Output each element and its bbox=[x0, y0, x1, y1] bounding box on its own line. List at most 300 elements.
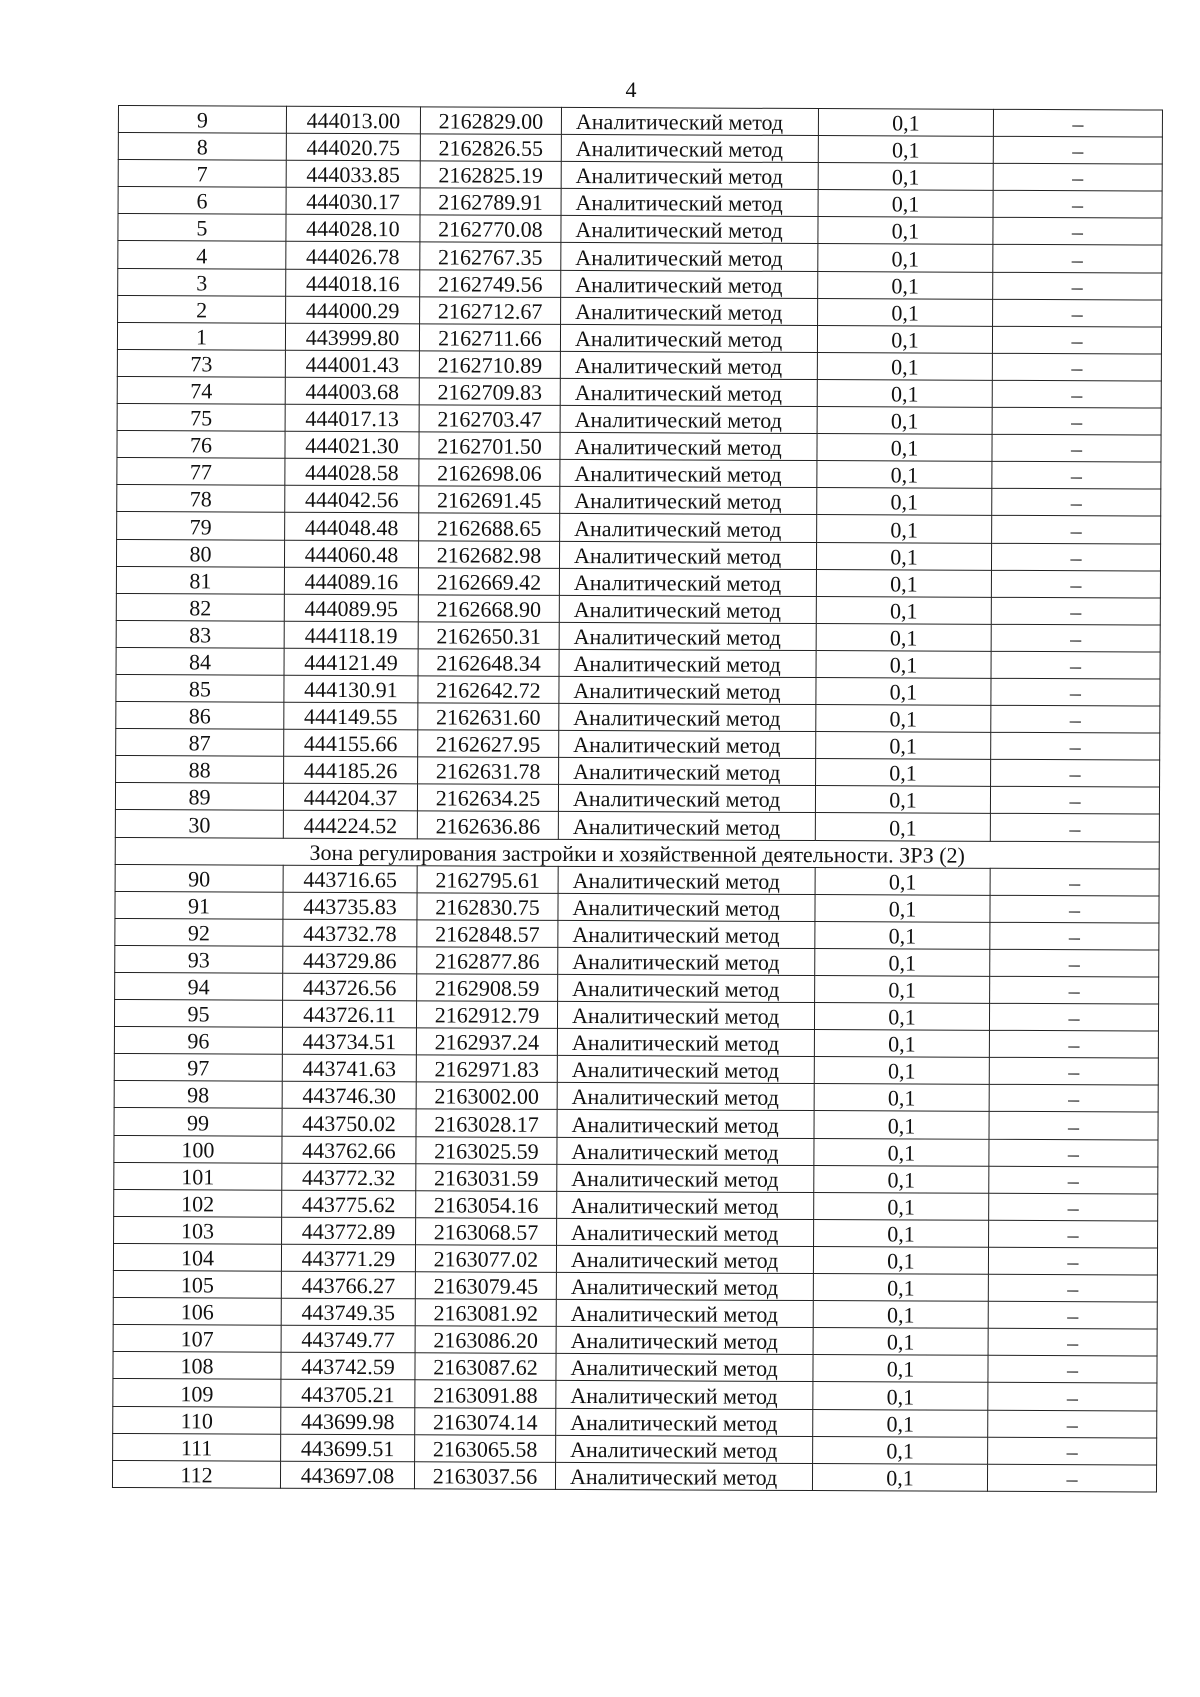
x-coordinate-cell: 443726.11 bbox=[282, 1000, 416, 1028]
y-coordinate-cell: 2163091.88 bbox=[415, 1380, 556, 1408]
description-cell: – bbox=[988, 1247, 1157, 1275]
accuracy-cell: 0,1 bbox=[817, 352, 992, 380]
description-cell: – bbox=[987, 1464, 1156, 1492]
method-cell: Аналитический метод bbox=[557, 1191, 814, 1219]
description-cell: – bbox=[993, 109, 1162, 137]
point-number-cell: 110 bbox=[113, 1406, 281, 1434]
y-coordinate-cell: 2162631.60 bbox=[418, 703, 559, 731]
method-cell: Аналитический метод bbox=[560, 378, 817, 406]
accuracy-cell: 0,1 bbox=[812, 1463, 987, 1491]
point-number-cell: 107 bbox=[113, 1325, 281, 1353]
x-coordinate-cell: 443772.32 bbox=[282, 1163, 416, 1191]
description-cell: – bbox=[988, 1383, 1157, 1411]
y-coordinate-cell: 2162789.91 bbox=[420, 188, 561, 216]
description-cell: – bbox=[988, 1356, 1157, 1384]
y-coordinate-cell: 2162711.66 bbox=[419, 324, 560, 352]
accuracy-cell: 0,1 bbox=[817, 488, 992, 516]
x-coordinate-cell: 443746.30 bbox=[282, 1082, 416, 1110]
description-cell: – bbox=[991, 597, 1160, 625]
accuracy-cell: 0,1 bbox=[814, 1030, 989, 1058]
table-row bbox=[112, 1460, 1156, 1492]
description-cell: – bbox=[988, 1274, 1157, 1302]
accuracy-cell: 0,1 bbox=[817, 325, 992, 353]
method-cell: Аналитический метод bbox=[558, 947, 815, 975]
y-coordinate-cell: 2162877.86 bbox=[417, 947, 558, 975]
accuracy-cell: 0,1 bbox=[818, 271, 993, 299]
method-cell: Аналитический метод bbox=[555, 1462, 812, 1490]
method-cell: Аналитический метод bbox=[559, 758, 816, 786]
point-number-cell: 98 bbox=[114, 1081, 282, 1109]
point-number-cell: 100 bbox=[114, 1135, 282, 1163]
point-number-cell: 5 bbox=[118, 214, 286, 242]
method-cell: Аналитический метод bbox=[558, 893, 815, 921]
point-number-cell: 80 bbox=[116, 539, 284, 567]
description-cell: – bbox=[990, 787, 1159, 815]
x-coordinate-cell: 444089.95 bbox=[284, 594, 418, 622]
accuracy-cell: 0,1 bbox=[818, 190, 993, 218]
accuracy-cell: 0,1 bbox=[814, 1003, 989, 1031]
point-number-cell: 79 bbox=[117, 512, 285, 540]
description-cell: – bbox=[989, 1193, 1158, 1221]
accuracy-cell: 0,1 bbox=[815, 948, 990, 976]
point-number-cell: 81 bbox=[116, 566, 284, 594]
accuracy-cell: 0,1 bbox=[818, 136, 993, 164]
accuracy-cell: 0,1 bbox=[815, 976, 990, 1004]
accuracy-cell: 0,1 bbox=[813, 1246, 988, 1274]
method-cell: Аналитический метод bbox=[556, 1354, 813, 1382]
method-cell: Аналитический метод bbox=[557, 1002, 814, 1030]
description-cell: – bbox=[993, 136, 1162, 164]
y-coordinate-cell: 2163077.02 bbox=[415, 1245, 556, 1273]
point-number-cell: 6 bbox=[118, 187, 286, 215]
x-coordinate-cell: 443734.51 bbox=[282, 1027, 416, 1055]
description-cell: – bbox=[989, 1220, 1158, 1248]
y-coordinate-cell: 2162908.59 bbox=[417, 974, 558, 1002]
y-coordinate-cell: 2162709.83 bbox=[419, 378, 560, 406]
method-cell: Аналитический метод bbox=[556, 1435, 813, 1463]
x-coordinate-cell: 444118.19 bbox=[284, 621, 418, 649]
y-coordinate-cell: 2163086.20 bbox=[415, 1326, 556, 1354]
point-number-cell: 3 bbox=[118, 268, 286, 296]
point-number-cell: 82 bbox=[116, 593, 284, 621]
accuracy-cell: 0,1 bbox=[814, 1057, 989, 1085]
accuracy-cell: 0,1 bbox=[817, 515, 992, 543]
description-cell: – bbox=[991, 624, 1160, 652]
x-coordinate-cell: 443775.62 bbox=[282, 1190, 416, 1218]
accuracy-cell: 0,1 bbox=[814, 1219, 989, 1247]
x-coordinate-cell: 444017.13 bbox=[285, 404, 419, 432]
point-number-cell: 8 bbox=[118, 133, 286, 161]
method-cell: Аналитический метод bbox=[558, 812, 815, 840]
description-cell: – bbox=[993, 245, 1162, 273]
point-number-cell: 30 bbox=[115, 810, 283, 838]
point-number-cell: 74 bbox=[117, 376, 285, 404]
y-coordinate-cell: 2163028.17 bbox=[416, 1109, 557, 1137]
method-cell: Аналитический метод bbox=[561, 297, 818, 325]
point-number-cell: 78 bbox=[117, 485, 285, 513]
accuracy-cell: 0,1 bbox=[814, 1165, 989, 1193]
x-coordinate-cell: 444028.10 bbox=[286, 215, 420, 243]
y-coordinate-cell: 2162668.90 bbox=[418, 595, 559, 623]
accuracy-cell: 0,1 bbox=[813, 1301, 988, 1329]
description-cell: – bbox=[990, 976, 1159, 1004]
x-coordinate-cell: 444089.16 bbox=[284, 567, 418, 595]
point-number-cell: 97 bbox=[114, 1054, 282, 1082]
method-cell: Аналитический метод bbox=[558, 974, 815, 1002]
description-cell: – bbox=[990, 895, 1159, 923]
method-cell: Аналитический метод bbox=[561, 189, 818, 217]
y-coordinate-cell: 2163054.16 bbox=[416, 1191, 557, 1219]
accuracy-cell: 0,1 bbox=[814, 1111, 989, 1139]
coordinates-table bbox=[112, 105, 1163, 1492]
point-number-cell: 77 bbox=[117, 458, 285, 486]
description-cell: – bbox=[993, 218, 1162, 246]
description-cell: – bbox=[989, 1139, 1158, 1167]
accuracy-cell: 0,1 bbox=[814, 1192, 989, 1220]
method-cell: Аналитический метод bbox=[558, 920, 815, 948]
method-cell: Аналитический метод bbox=[561, 216, 818, 244]
y-coordinate-cell: 2162701.50 bbox=[419, 432, 560, 460]
description-cell: – bbox=[988, 1410, 1157, 1438]
coordinates-table-body bbox=[112, 106, 1162, 1492]
x-coordinate-cell: 444026.78 bbox=[286, 242, 420, 270]
accuracy-cell: 0,1 bbox=[816, 542, 991, 570]
x-coordinate-cell: 444020.75 bbox=[286, 133, 420, 161]
point-number-cell: 94 bbox=[115, 972, 283, 1000]
accuracy-cell: 0,1 bbox=[815, 813, 990, 841]
point-number-cell: 103 bbox=[114, 1216, 282, 1244]
x-coordinate-cell: 443699.98 bbox=[281, 1407, 415, 1435]
x-coordinate-cell: 444185.26 bbox=[284, 756, 418, 784]
accuracy-cell: 0,1 bbox=[813, 1274, 988, 1302]
description-cell: – bbox=[988, 1329, 1157, 1357]
description-cell: – bbox=[989, 1112, 1158, 1140]
x-coordinate-cell: 444003.68 bbox=[285, 377, 419, 405]
y-coordinate-cell: 2163031.59 bbox=[416, 1163, 557, 1191]
accuracy-cell: 0,1 bbox=[816, 596, 991, 624]
point-number-cell: 89 bbox=[115, 783, 283, 811]
description-cell: – bbox=[992, 380, 1161, 408]
accuracy-cell: 0,1 bbox=[818, 244, 993, 272]
method-cell: Аналитический метод bbox=[559, 649, 816, 677]
point-number-cell: 111 bbox=[113, 1433, 281, 1461]
point-number-cell: 91 bbox=[115, 891, 283, 919]
accuracy-cell: 0,1 bbox=[814, 1084, 989, 1112]
accuracy-cell: 0,1 bbox=[815, 921, 990, 949]
accuracy-cell: 0,1 bbox=[817, 379, 992, 407]
point-number-cell: 93 bbox=[115, 945, 283, 973]
x-coordinate-cell: 444060.48 bbox=[284, 540, 418, 568]
y-coordinate-cell: 2162703.47 bbox=[419, 405, 560, 433]
method-cell: Аналитический метод bbox=[559, 676, 816, 704]
method-cell: Аналитический метод bbox=[558, 785, 815, 813]
x-coordinate-cell: 443762.66 bbox=[282, 1136, 416, 1164]
method-cell: Аналитический метод bbox=[557, 1164, 814, 1192]
y-coordinate-cell: 2162631.78 bbox=[418, 757, 559, 785]
method-cell: Аналитический метод bbox=[561, 162, 818, 190]
point-number-cell: 84 bbox=[116, 647, 284, 675]
method-cell: Аналитический метод bbox=[556, 1300, 813, 1328]
method-cell: Аналитический метод bbox=[560, 514, 817, 542]
y-coordinate-cell: 2162688.65 bbox=[419, 513, 560, 541]
x-coordinate-cell: 443741.63 bbox=[282, 1055, 416, 1083]
description-cell: – bbox=[991, 543, 1160, 571]
x-coordinate-cell: 443750.02 bbox=[282, 1109, 416, 1137]
method-cell: Аналитический метод bbox=[560, 324, 817, 352]
x-coordinate-cell: 444155.66 bbox=[284, 729, 418, 757]
description-cell: – bbox=[990, 922, 1159, 950]
x-coordinate-cell: 443726.56 bbox=[283, 973, 417, 1001]
accuracy-cell: 0,1 bbox=[816, 705, 991, 733]
method-cell: Аналитический метод bbox=[557, 1110, 814, 1138]
method-cell: Аналитический метод bbox=[556, 1327, 813, 1355]
x-coordinate-cell: 443999.80 bbox=[285, 323, 419, 351]
x-coordinate-cell: 444000.29 bbox=[286, 296, 420, 324]
y-coordinate-cell: 2162971.83 bbox=[416, 1055, 557, 1083]
description-cell: – bbox=[993, 299, 1162, 327]
description-cell: – bbox=[990, 949, 1159, 977]
method-cell: Аналитический метод bbox=[557, 1218, 814, 1246]
point-number-cell: 85 bbox=[116, 674, 284, 702]
section-title: Зона регулирования застройки и хозяйственной деятельности. ЗРЗ (2) bbox=[115, 837, 1159, 869]
accuracy-cell: 0,1 bbox=[815, 894, 990, 922]
point-number-cell: 76 bbox=[117, 431, 285, 459]
x-coordinate-cell: 444013.00 bbox=[286, 106, 420, 134]
description-cell: – bbox=[992, 326, 1161, 354]
description-cell: – bbox=[992, 462, 1161, 490]
x-coordinate-cell: 444130.91 bbox=[284, 675, 418, 703]
point-number-cell: 1 bbox=[117, 322, 285, 350]
point-number-cell: 86 bbox=[116, 702, 284, 730]
method-cell: Аналитический метод bbox=[560, 405, 817, 433]
point-number-cell: 112 bbox=[112, 1460, 280, 1488]
method-cell: Аналитический метод bbox=[561, 270, 818, 298]
description-cell: – bbox=[988, 1437, 1157, 1465]
point-number-cell: 75 bbox=[117, 404, 285, 432]
y-coordinate-cell: 2162825.19 bbox=[420, 161, 561, 189]
description-cell: – bbox=[991, 570, 1160, 598]
page-number: 4 bbox=[625, 77, 637, 102]
x-coordinate-cell: 444048.48 bbox=[285, 513, 419, 541]
y-coordinate-cell: 2163065.58 bbox=[415, 1434, 556, 1462]
method-cell: Аналитический метод bbox=[560, 487, 817, 515]
y-coordinate-cell: 2162937.24 bbox=[416, 1028, 557, 1056]
accuracy-cell: 0,1 bbox=[817, 434, 992, 462]
accuracy-cell: 0,1 bbox=[813, 1409, 988, 1437]
point-number-cell: 4 bbox=[118, 241, 286, 269]
description-cell: – bbox=[989, 1058, 1158, 1086]
x-coordinate-cell: 444042.56 bbox=[285, 486, 419, 514]
method-cell: Аналитический метод bbox=[559, 731, 816, 759]
description-cell: – bbox=[992, 407, 1161, 435]
description-cell: – bbox=[991, 651, 1160, 679]
x-coordinate-cell: 444224.52 bbox=[283, 811, 417, 839]
y-coordinate-cell: 2162627.95 bbox=[418, 730, 559, 758]
x-coordinate-cell: 444021.30 bbox=[285, 431, 419, 459]
y-coordinate-cell: 2162749.56 bbox=[420, 269, 561, 297]
point-number-cell: 83 bbox=[116, 620, 284, 648]
x-coordinate-cell: 444121.49 bbox=[284, 648, 418, 676]
y-coordinate-cell: 2163087.62 bbox=[415, 1353, 556, 1381]
x-coordinate-cell: 443732.78 bbox=[283, 919, 417, 947]
accuracy-cell: 0,1 bbox=[813, 1328, 988, 1356]
x-coordinate-cell: 443699.51 bbox=[281, 1434, 415, 1462]
y-coordinate-cell: 2162826.55 bbox=[420, 134, 561, 162]
description-cell: – bbox=[992, 516, 1161, 544]
point-number-cell: 2 bbox=[118, 295, 286, 323]
description-cell: – bbox=[993, 164, 1162, 192]
x-coordinate-cell: 444204.37 bbox=[283, 784, 417, 812]
x-coordinate-cell: 443697.08 bbox=[280, 1461, 414, 1489]
y-coordinate-cell: 2163025.59 bbox=[416, 1136, 557, 1164]
description-cell: – bbox=[991, 760, 1160, 788]
x-coordinate-cell: 443766.27 bbox=[281, 1271, 415, 1299]
point-number-cell: 102 bbox=[114, 1189, 282, 1217]
method-cell: Аналитический метод bbox=[556, 1381, 813, 1409]
description-cell: – bbox=[990, 814, 1159, 842]
description-cell: – bbox=[990, 868, 1159, 896]
method-cell: Аналитический метод bbox=[560, 433, 817, 461]
method-cell: Аналитический метод bbox=[561, 243, 818, 271]
point-number-cell: 88 bbox=[116, 756, 284, 784]
description-cell: – bbox=[989, 1030, 1158, 1058]
method-cell: Аналитический метод bbox=[559, 595, 816, 623]
accuracy-cell: 0,1 bbox=[816, 623, 991, 651]
x-coordinate-cell: 443742.59 bbox=[281, 1353, 415, 1381]
method-cell: Аналитический метод bbox=[561, 107, 818, 135]
point-number-cell: 92 bbox=[115, 918, 283, 946]
accuracy-cell: 0,1 bbox=[815, 786, 990, 814]
accuracy-cell: 0,1 bbox=[816, 650, 991, 678]
x-coordinate-cell: 444018.16 bbox=[286, 269, 420, 297]
y-coordinate-cell: 2162830.75 bbox=[417, 893, 558, 921]
accuracy-cell: 0,1 bbox=[816, 569, 991, 597]
accuracy-cell: 0,1 bbox=[813, 1382, 988, 1410]
x-coordinate-cell: 444001.43 bbox=[285, 350, 419, 378]
y-coordinate-cell: 2162698.06 bbox=[419, 459, 560, 487]
point-number-cell: 96 bbox=[114, 1027, 282, 1055]
x-coordinate-cell: 443735.83 bbox=[283, 892, 417, 920]
accuracy-cell: 0,1 bbox=[818, 298, 993, 326]
y-coordinate-cell: 2162650.31 bbox=[418, 622, 559, 650]
point-number-cell: 104 bbox=[113, 1243, 281, 1271]
y-coordinate-cell: 2162648.34 bbox=[418, 649, 559, 677]
description-cell: – bbox=[991, 732, 1160, 760]
point-number-cell: 106 bbox=[113, 1298, 281, 1326]
method-cell: Аналитический метод bbox=[559, 568, 816, 596]
method-cell: Аналитический метод bbox=[559, 703, 816, 731]
description-cell: – bbox=[992, 489, 1161, 517]
y-coordinate-cell: 2162634.25 bbox=[417, 784, 558, 812]
description-cell: – bbox=[993, 272, 1162, 300]
point-number-cell: 99 bbox=[114, 1108, 282, 1136]
description-cell: – bbox=[988, 1301, 1157, 1329]
description-cell: – bbox=[989, 1085, 1158, 1113]
accuracy-cell: 0,1 bbox=[813, 1436, 988, 1464]
accuracy-cell: 0,1 bbox=[818, 217, 993, 245]
accuracy-cell: 0,1 bbox=[813, 1355, 988, 1383]
x-coordinate-cell: 443772.89 bbox=[282, 1217, 416, 1245]
x-coordinate-cell: 444028.58 bbox=[285, 458, 419, 486]
accuracy-cell: 0,1 bbox=[817, 407, 992, 435]
method-cell: Аналитический метод bbox=[556, 1272, 813, 1300]
accuracy-cell: 0,1 bbox=[818, 163, 993, 191]
description-cell: – bbox=[991, 678, 1160, 706]
y-coordinate-cell: 2162712.67 bbox=[420, 296, 561, 324]
method-cell: Аналитический метод bbox=[560, 351, 817, 379]
x-coordinate-cell: 443749.77 bbox=[281, 1325, 415, 1353]
method-cell: Аналитический метод bbox=[560, 460, 817, 488]
accuracy-cell: 0,1 bbox=[818, 109, 993, 137]
y-coordinate-cell: 2162829.00 bbox=[420, 107, 561, 135]
accuracy-cell: 0,1 bbox=[815, 867, 990, 895]
y-coordinate-cell: 2162636.86 bbox=[417, 811, 558, 839]
y-coordinate-cell: 2163081.92 bbox=[415, 1299, 556, 1327]
x-coordinate-cell: 444030.17 bbox=[286, 188, 420, 216]
y-coordinate-cell: 2162682.98 bbox=[418, 540, 559, 568]
method-cell: Аналитический метод bbox=[561, 135, 818, 163]
point-number-cell: 95 bbox=[114, 1000, 282, 1028]
accuracy-cell: 0,1 bbox=[816, 678, 991, 706]
x-coordinate-cell: 443771.29 bbox=[281, 1244, 415, 1272]
description-cell: – bbox=[992, 353, 1161, 381]
method-cell: Аналитический метод bbox=[556, 1245, 813, 1273]
y-coordinate-cell: 2163074.14 bbox=[415, 1407, 556, 1435]
y-coordinate-cell: 2162691.45 bbox=[419, 486, 560, 514]
x-coordinate-cell: 443716.65 bbox=[283, 865, 417, 893]
point-number-cell: 109 bbox=[113, 1379, 281, 1407]
y-coordinate-cell: 2163079.45 bbox=[415, 1272, 556, 1300]
y-coordinate-cell: 2162795.61 bbox=[417, 865, 558, 893]
x-coordinate-cell: 444033.85 bbox=[286, 160, 420, 188]
method-cell: Аналитический метод bbox=[559, 622, 816, 650]
accuracy-cell: 0,1 bbox=[816, 732, 991, 760]
point-number-cell: 9 bbox=[118, 106, 286, 134]
accuracy-cell: 0,1 bbox=[814, 1138, 989, 1166]
x-coordinate-cell: 443749.35 bbox=[281, 1298, 415, 1326]
point-number-cell: 101 bbox=[114, 1162, 282, 1190]
point-number-cell: 108 bbox=[113, 1352, 281, 1380]
description-cell: – bbox=[991, 705, 1160, 733]
method-cell: Аналитический метод bbox=[557, 1029, 814, 1057]
method-cell: Аналитический метод bbox=[557, 1137, 814, 1165]
y-coordinate-cell: 2162848.57 bbox=[417, 920, 558, 948]
point-number-cell: 73 bbox=[117, 349, 285, 377]
point-number-cell: 90 bbox=[115, 864, 283, 892]
method-cell: Аналитический метод bbox=[558, 866, 815, 894]
method-cell: Аналитический метод bbox=[557, 1083, 814, 1111]
x-coordinate-cell: 444149.55 bbox=[284, 702, 418, 730]
y-coordinate-cell: 2162770.08 bbox=[420, 215, 561, 243]
y-coordinate-cell: 2163002.00 bbox=[416, 1082, 557, 1110]
y-coordinate-cell: 2163037.56 bbox=[414, 1461, 555, 1489]
description-cell: – bbox=[993, 191, 1162, 219]
point-number-cell: 7 bbox=[118, 160, 286, 188]
description-cell: – bbox=[989, 1166, 1158, 1194]
description-cell: – bbox=[992, 434, 1161, 462]
method-cell: Аналитический метод bbox=[557, 1056, 814, 1084]
method-cell: Аналитический метод bbox=[559, 541, 816, 569]
accuracy-cell: 0,1 bbox=[817, 461, 992, 489]
y-coordinate-cell: 2162669.42 bbox=[418, 567, 559, 595]
description-cell: – bbox=[989, 1003, 1158, 1031]
y-coordinate-cell: 2162912.79 bbox=[416, 1001, 557, 1029]
x-coordinate-cell: 443729.86 bbox=[283, 946, 417, 974]
point-number-cell: 87 bbox=[116, 729, 284, 757]
y-coordinate-cell: 2162642.72 bbox=[418, 676, 559, 704]
y-coordinate-cell: 2162767.35 bbox=[420, 242, 561, 270]
accuracy-cell: 0,1 bbox=[816, 759, 991, 787]
